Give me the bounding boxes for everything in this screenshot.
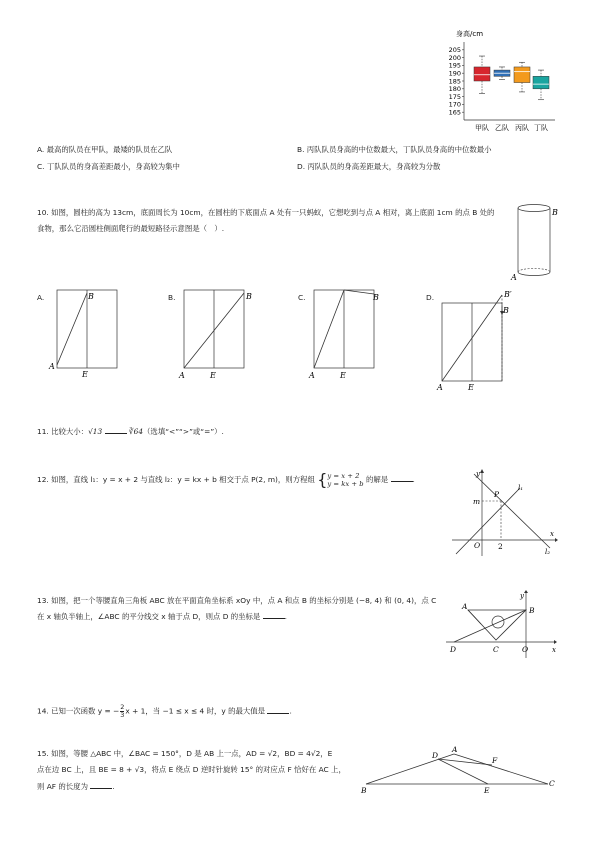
- svg-text:l₁: l₁: [518, 484, 524, 492]
- boxplot-chart: [420, 28, 570, 143]
- svg-text:F: F: [492, 756, 498, 765]
- svg-text:l₂: l₂: [545, 548, 551, 556]
- svg-text:x: x: [550, 530, 554, 538]
- svg-text:m: m: [473, 497, 481, 506]
- boxplot-y-tick-label: 170: [448, 100, 461, 109]
- q10-option-d: D.: [426, 293, 435, 302]
- q11-answer-blank[interactable]: [105, 426, 127, 434]
- svg-text:E: E: [468, 383, 474, 392]
- svg-text:A: A: [49, 362, 55, 371]
- svg-text:O: O: [522, 645, 529, 654]
- svg-text:B: B: [529, 606, 535, 615]
- svg-text:E: E: [210, 371, 216, 380]
- boxplot-y-tick-label: 180: [448, 85, 461, 94]
- boxplot-y-tick-label: 190: [448, 69, 461, 78]
- q12-answer-blank[interactable]: [391, 474, 413, 482]
- svg-text:A: A: [462, 602, 468, 611]
- q10-option-a: A.: [37, 293, 45, 302]
- boxplot-y-tick-label: 175: [448, 92, 461, 101]
- q10-option-c: C.: [298, 293, 306, 302]
- svg-text:B: B: [373, 293, 379, 302]
- boxplot-box-rect: [474, 67, 490, 81]
- q10-option-c-figure: [306, 285, 391, 380]
- svg-text:O: O: [474, 541, 481, 550]
- q10-option-b-figure: [176, 285, 261, 380]
- boxplot-box-3: [514, 62, 530, 92]
- q11-text: 11. 比较大小：√13 ∛64（选填“<”“>”或“=”）.: [37, 427, 224, 436]
- svg-text:2: 2: [498, 542, 503, 551]
- q13-triangle-figure: [446, 590, 561, 660]
- q10-option-a-figure: [48, 285, 128, 380]
- svg-text:C: C: [493, 645, 499, 654]
- svg-text:D: D: [450, 645, 457, 654]
- svg-text:x: x: [552, 646, 556, 654]
- boxplot-category-label: 丁队: [534, 124, 548, 132]
- q13-text-line1: 13. 如图，把一个等腰直角三角板 ABC 放在平面直角坐标系 xOy 中，点 A 和点 B 的坐标分别是 (−8, 4) 和 (0, 4)，点 C: [37, 596, 437, 605]
- q13-text-line2: 在 x 轴负半轴上，∠ABC 的平分线交 x 轴于点 D，则点 D 的坐标是 .: [37, 612, 288, 621]
- svg-text:B: B: [246, 292, 252, 301]
- svg-text:B: B: [88, 292, 94, 301]
- svg-text:y: y: [520, 592, 524, 600]
- boxplot-category-label: 甲队: [475, 124, 489, 132]
- boxplot-ylabel: 身高/cm: [456, 30, 484, 38]
- q9-option-d: D. 丙队队员的身高差距最大，身高较为分散: [297, 162, 441, 171]
- boxplot-box-rect: [514, 67, 530, 83]
- svg-text:B′: B′: [504, 290, 512, 299]
- svg-text:E: E: [484, 786, 490, 795]
- svg-text:y: y: [476, 470, 480, 478]
- svg-text:D: D: [432, 751, 439, 760]
- svg-text:E: E: [82, 370, 88, 379]
- boxplot-box-4: [533, 70, 549, 100]
- q9-option-b: B. 丙队队员身高的中位数最大，丁队队员身高的中位数最小: [297, 145, 492, 154]
- svg-text:A: A: [437, 383, 443, 392]
- boxplot-y-tick-label: 165: [448, 108, 461, 117]
- boxplot-y-tick-label: 205: [448, 46, 461, 55]
- q10-text-line1: 10. 如图，圆柱的高为 13cm，底面周长为 10cm，在圆柱的下底面点 A 处有一只蚂蚁，它想吃到与点 A 相对，离上底面 1cm 的点 B 处的: [37, 208, 495, 217]
- boxplot-box-rect: [533, 76, 549, 88]
- boxplot-y-tick-label: 195: [448, 61, 461, 70]
- svg-text:E: E: [340, 371, 346, 380]
- q10-text-line2: 食物，那么它沿圆柱侧面爬行的最短路径示意图是（ ）.: [37, 224, 225, 233]
- q15-text-line3: 则 AF 的长度为 .: [37, 782, 115, 791]
- svg-text:A: A: [452, 745, 458, 754]
- q15-triangle-figure: [360, 744, 560, 796]
- cylinder-label-a: A: [511, 273, 517, 282]
- svg-text:B: B: [361, 786, 367, 795]
- q13-answer-blank[interactable]: [263, 611, 285, 619]
- q11-right: ∛64: [128, 427, 144, 436]
- boxplot-y-tick-label: 185: [448, 77, 461, 86]
- q12-graph-figure: [450, 468, 560, 558]
- q10-option-d-figure: [434, 285, 524, 395]
- q10-cylinder-figure: [505, 200, 565, 282]
- svg-text:A: A: [179, 371, 185, 380]
- cylinder-label-b: B: [552, 208, 558, 217]
- q10-option-b: B.: [168, 293, 176, 302]
- boxplot-category-label: 乙队: [495, 124, 509, 132]
- q15-answer-blank[interactable]: [90, 781, 112, 789]
- svg-text:C: C: [549, 779, 555, 788]
- q15-text-line2: 点在边 BC 上，且 BE = 8 + √3，将点 E 绕点 D 逆时针旋转 15° 的对应点 F 恰好在 AC 上，: [37, 765, 346, 774]
- q14-answer-blank[interactable]: [267, 706, 289, 714]
- svg-text:P: P: [494, 490, 500, 499]
- q12-text: 12. 如图，直线 l₁：y = x + 2 与直线 l₂：y = kx + b 相交于点 P(2, m)，则方程组 {y = x + 2 y = kx + b 的解是 .: [37, 470, 415, 489]
- q9-option-c: C. 丁队队员的身高差距最小，身高较为集中: [37, 162, 180, 171]
- svg-text:A: A: [309, 371, 315, 380]
- boxplot-y-tick-label: 200: [448, 53, 461, 62]
- q9-option-a: A. 最高的队员在甲队，最矮的队员在乙队: [37, 145, 173, 154]
- q11-left: √13: [88, 427, 103, 436]
- q14-text: 14. 已知一次函数 y = − $\frac{2}{3}$ x + 1，当 −1 ≤ x ≤ 4 时，y 的最大值是 .: [37, 703, 292, 719]
- svg-text:B: B: [503, 306, 509, 315]
- boxplot-category-label: 丙队: [515, 124, 529, 132]
- boxplot-box-1: [474, 56, 490, 93]
- boxplot-box-2: [494, 67, 510, 79]
- q15-text-line1: 15. 如图，等腰 △ABC 中，∠BAC = 150°，D 是 AB 上一点，AD = √2，BD = 4√2，E: [37, 749, 333, 758]
